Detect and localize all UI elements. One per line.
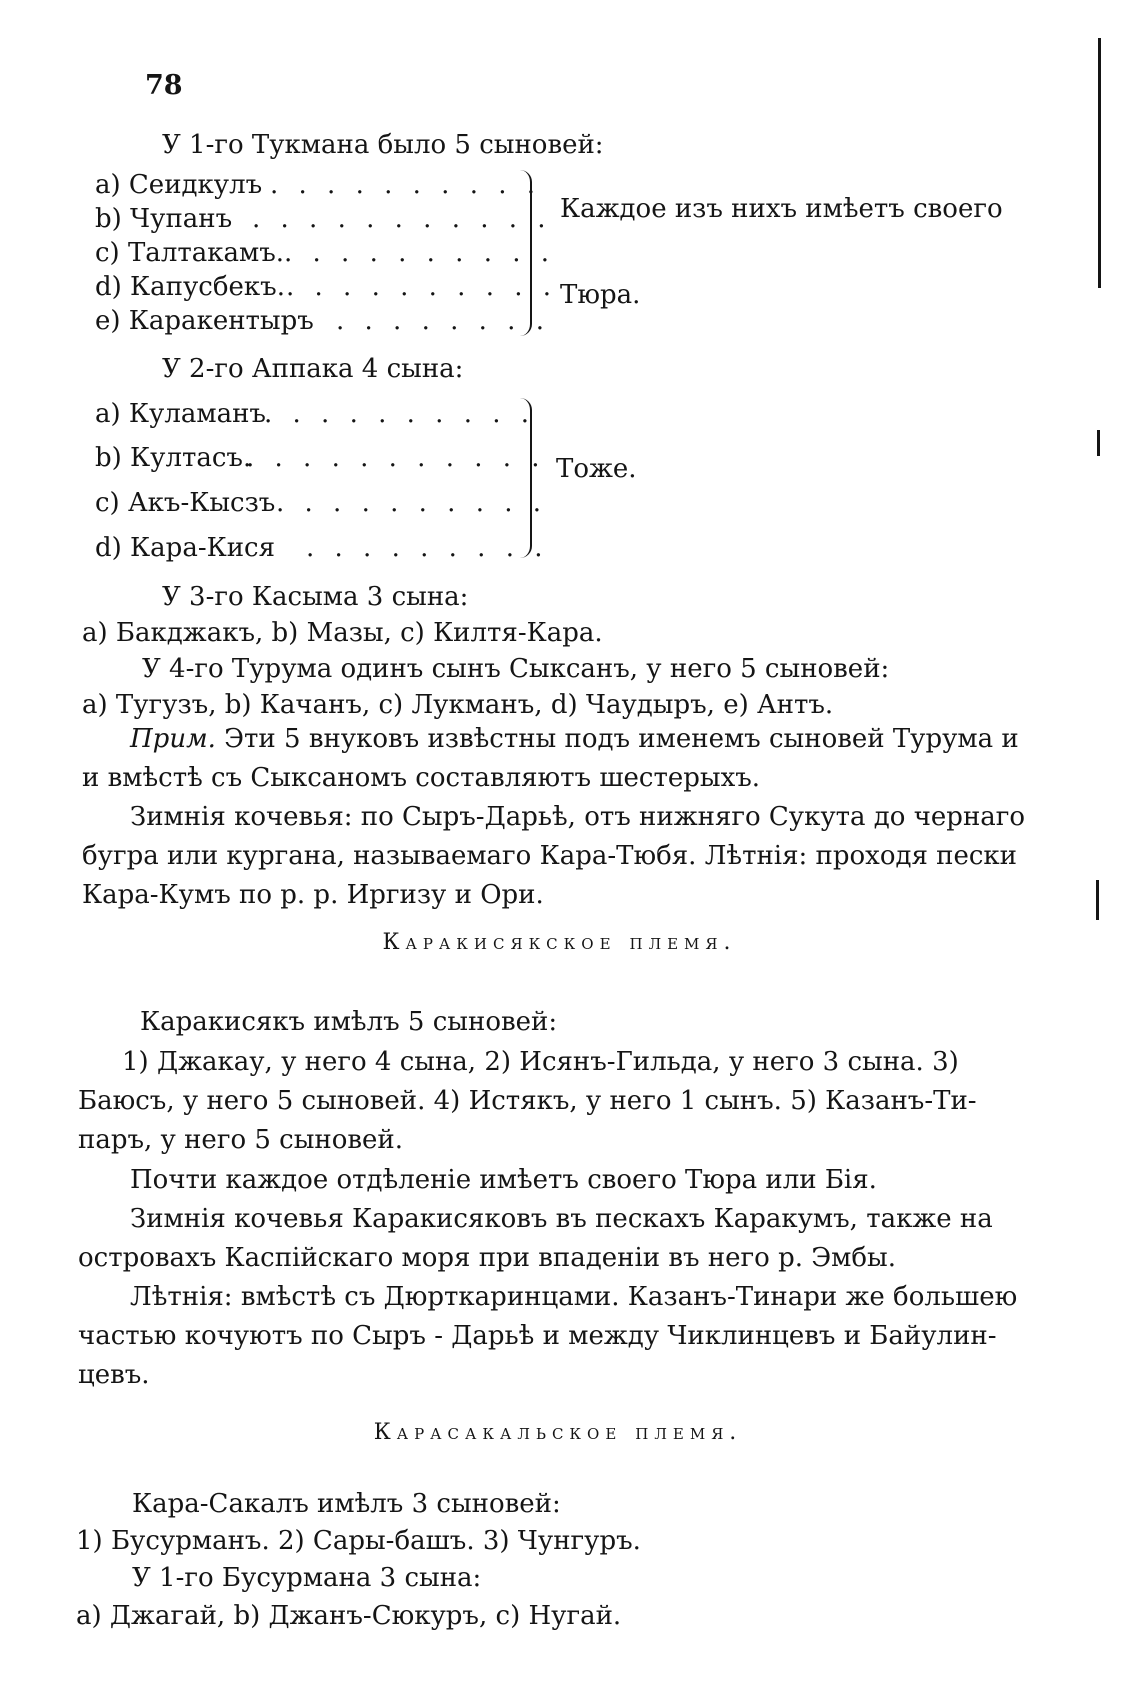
karasakal-line: а) Джагай, b) Джанъ-Сюкуръ, c) Нугай. (76, 1601, 622, 1631)
list-item: c) Акъ-Кысзъ (95, 488, 276, 518)
list-item: d) Капусбекъ. (95, 272, 285, 302)
brace-note: Тюра. (560, 280, 641, 310)
paragraph-line: островахъ Каспійскаго моря при впаденіи въ него р. Эмбы. (78, 1243, 896, 1273)
note-label: Прим. (130, 724, 216, 754)
dot-leader: . . . . . . . . . . (264, 399, 536, 429)
dot-leader: . . . . . . . . (336, 306, 550, 336)
paragraph-line: 1) Джакау, у него 4 сына, 2) Исянъ-Гильда, у него 3 сына. 3) (122, 1047, 959, 1077)
paragraph-line: цевъ. (78, 1360, 150, 1390)
dot-leader: . . . . . . . . . (306, 533, 549, 563)
section4-intro: У 4-го Турума одинъ сынъ Сыксанъ, у него 5 сыновей: (142, 654, 890, 684)
dot-leader: . . . . . . . . . . (286, 272, 558, 302)
winter-paragraph (82, 798, 1037, 915)
brace-note: Каждое изъ нихъ имѣетъ своего (560, 194, 1003, 224)
section-heading: Карасакальское племя. (373, 1420, 743, 1445)
note-text: Эти 5 внуковъ извѣстны подъ именемъ сыновей Турума и (224, 724, 1019, 754)
section-heading: Каракисякское племя. (382, 930, 737, 955)
scan-edge-mark (1096, 880, 1099, 920)
karasakal-line: 1) Бусурманъ. 2) Сары-башъ. 3) Чунгуръ. (76, 1526, 641, 1556)
karakisyak-intro: Каракисякъ имѣлъ 5 сыновей: (140, 1007, 558, 1037)
list-item: а) Сеидкулъ (95, 170, 263, 200)
paragraph-line: Почти каждое отдѣленіе имѣетъ своего Тюра или Бія. (130, 1165, 877, 1195)
note-paragraph (82, 720, 1037, 798)
karasakal-intro2: У 1-го Бусурмана 3 сына: (132, 1563, 482, 1593)
list-item: d) Кара-Кися (95, 533, 276, 563)
paragraph-line: бугра или кургана, называемаго Кара-Тюбя. Лѣтнія: проходя пески (82, 841, 1018, 871)
dot-leader: . . . . . . . . . . . (252, 204, 552, 234)
paragraph-line: Лѣтнія: вмѣстѣ съ Дюрткаринцами. Казанъ-Тинари же большею (130, 1282, 1018, 1312)
dot-leader: . . . . . . . . . . . (246, 443, 546, 473)
paragraph-line: Зимнія кочевья: по Сыръ-Дарьѣ, отъ нижняго Сукута до чернаго (130, 802, 1026, 832)
karakisyak-summer (78, 1278, 1038, 1395)
scan-edge-mark (1097, 430, 1100, 456)
list-item: b) Чупанъ (95, 204, 233, 234)
brace (520, 398, 532, 558)
list-item: е) Каракентыръ (95, 306, 314, 336)
karakisyak-winter (78, 1200, 1038, 1278)
dot-leader: . . . . . . . . . . (284, 238, 556, 268)
dot-leader: . . . . . . . . . . (270, 170, 542, 200)
scan-edge-line (1098, 38, 1101, 288)
section1-intro: У 1-го Тукмана было 5 сыновей: (162, 130, 604, 160)
brace-note: Тоже. (556, 454, 637, 484)
paragraph-line: Зимнія кочевья Каракисяковъ въ пескахъ Каракумъ, также на (130, 1204, 993, 1234)
section2-intro: У 2-го Аппака 4 сына: (162, 354, 464, 384)
paragraph-line: Кара-Кумъ по р. р. Иргизу и Ори. (82, 880, 544, 910)
paragraph-line: частью кочуютъ по Сыръ - Дарьѣ и между Чиклинцевъ и Байулин- (78, 1321, 997, 1351)
paragraph-line: паръ, у него 5 сыновей. (78, 1125, 404, 1155)
note-text: и вмѣстѣ съ Сыксаномъ составляютъ шестерыхъ. (82, 763, 761, 793)
dot-leader: . . . . . . . . . . (276, 488, 548, 518)
paragraph-line: Баюсъ, у него 5 сыновей. 4) Истякъ, у него 1 сынъ. 5) Казанъ-Ти- (78, 1086, 977, 1116)
karasakal-intro: Кара-Сакалъ имѣлъ 3 сыновей: (132, 1489, 561, 1519)
list-item: c) Талтакамъ. (95, 238, 284, 268)
section4-line: а) Тугузъ, b) Качанъ, c) Лукманъ, d) Чаудыръ, е) Антъ. (82, 690, 834, 720)
karakisyak-sons (78, 1043, 1038, 1160)
section3-intro: У 3-го Касыма 3 сына: (162, 582, 469, 612)
section3-line: а) Бакджакъ, b) Мазы, c) Килтя-Кара. (82, 618, 603, 648)
page-number: 78 (145, 70, 183, 101)
brace (520, 170, 532, 336)
list-item: b) Култасъ. (95, 443, 252, 473)
list-item: а) Куламанъ (95, 399, 266, 429)
